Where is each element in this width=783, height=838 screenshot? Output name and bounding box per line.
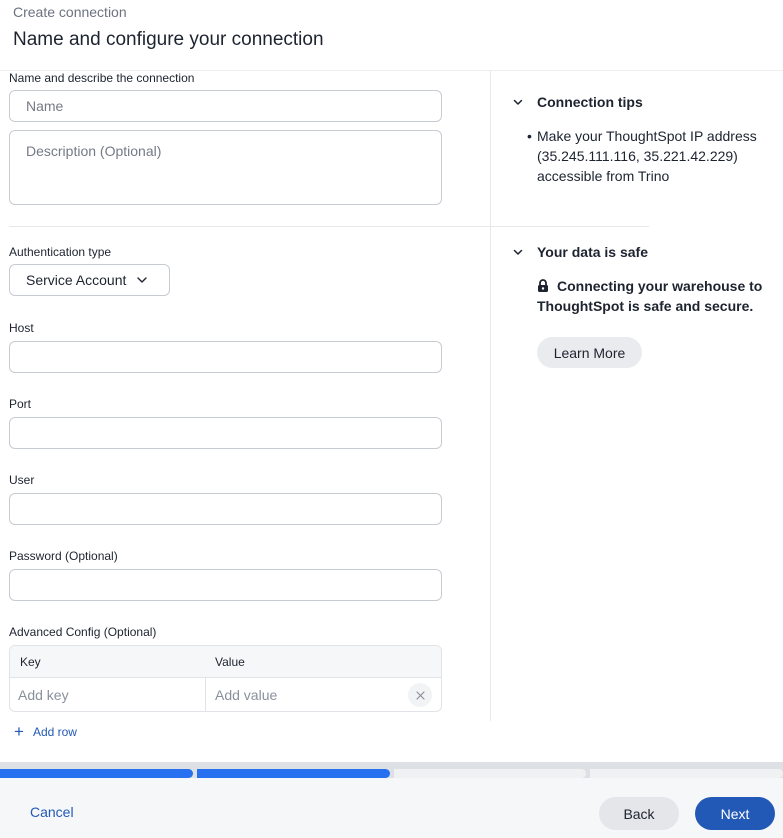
host-label: Host xyxy=(9,321,34,335)
auth-type-select[interactable] xyxy=(9,264,170,296)
close-icon xyxy=(416,691,425,700)
progress-step-2 xyxy=(197,769,390,778)
connection-tips-toggle[interactable] xyxy=(512,94,643,110)
breadcrumb: Create connection xyxy=(13,4,127,20)
port-input[interactable] xyxy=(9,417,442,449)
column-header-key: Key xyxy=(20,654,41,669)
description-input[interactable] xyxy=(9,130,442,205)
remove-row-button[interactable] xyxy=(408,683,432,707)
data-safe-title: Your data is safe xyxy=(537,244,649,260)
step-progress-bar xyxy=(0,762,783,778)
chevron-down-icon xyxy=(136,274,148,286)
user-label: User xyxy=(9,473,35,487)
value-input[interactable] xyxy=(206,678,396,712)
host-input[interactable] xyxy=(9,341,442,373)
name-input[interactable] xyxy=(9,90,442,122)
back-button[interactable]: Back xyxy=(599,797,679,830)
add-row-label: Add row xyxy=(32,725,77,739)
advanced-config-label: Advanced Config (Optional) xyxy=(9,625,157,639)
section-divider xyxy=(9,226,649,227)
name-section-label: Name and describe the connection xyxy=(9,71,195,85)
page-header xyxy=(13,4,324,51)
add-row-button[interactable] xyxy=(14,722,77,741)
advanced-config-table xyxy=(9,645,442,712)
data-safe-message: Connecting your warehouse to ThoughtSpot is safe and secure. xyxy=(537,278,763,314)
progress-step-3 xyxy=(394,769,587,778)
chevron-down-icon xyxy=(512,246,524,258)
footer-bar xyxy=(0,778,783,838)
learn-more-button[interactable]: Learn More xyxy=(537,337,642,368)
column-divider xyxy=(490,71,491,721)
auth-type-value: Service Account xyxy=(26,272,127,288)
next-button[interactable]: Next xyxy=(695,797,775,830)
data-safe-toggle[interactable] xyxy=(512,244,648,260)
auth-type-label: Authentication type xyxy=(9,245,112,259)
connection-tip xyxy=(527,126,772,186)
tip-text: Make your ThoughtSpot IP address (35.245.111.116, 35.221.42.229) accessible from Trino xyxy=(537,128,757,184)
table-row xyxy=(10,678,441,712)
progress-step-4 xyxy=(590,769,783,778)
connection-tips-title: Connection tips xyxy=(537,94,643,110)
tip-bullet: • xyxy=(527,128,532,144)
password-input[interactable] xyxy=(9,569,442,601)
data-safe-text xyxy=(537,276,777,316)
password-label: Password (Optional) xyxy=(9,549,118,563)
cancel-button[interactable]: Cancel xyxy=(30,804,74,820)
table-header xyxy=(10,646,441,678)
page-title: Name and configure your connection xyxy=(13,29,324,50)
chevron-down-icon xyxy=(512,96,524,108)
port-label: Port xyxy=(9,397,32,411)
lock-icon xyxy=(537,279,549,292)
key-input[interactable] xyxy=(10,678,205,712)
plus-icon: + xyxy=(14,722,24,741)
progress-step-1 xyxy=(0,769,193,778)
column-header-value: Value xyxy=(215,654,245,669)
user-input[interactable] xyxy=(9,493,442,525)
